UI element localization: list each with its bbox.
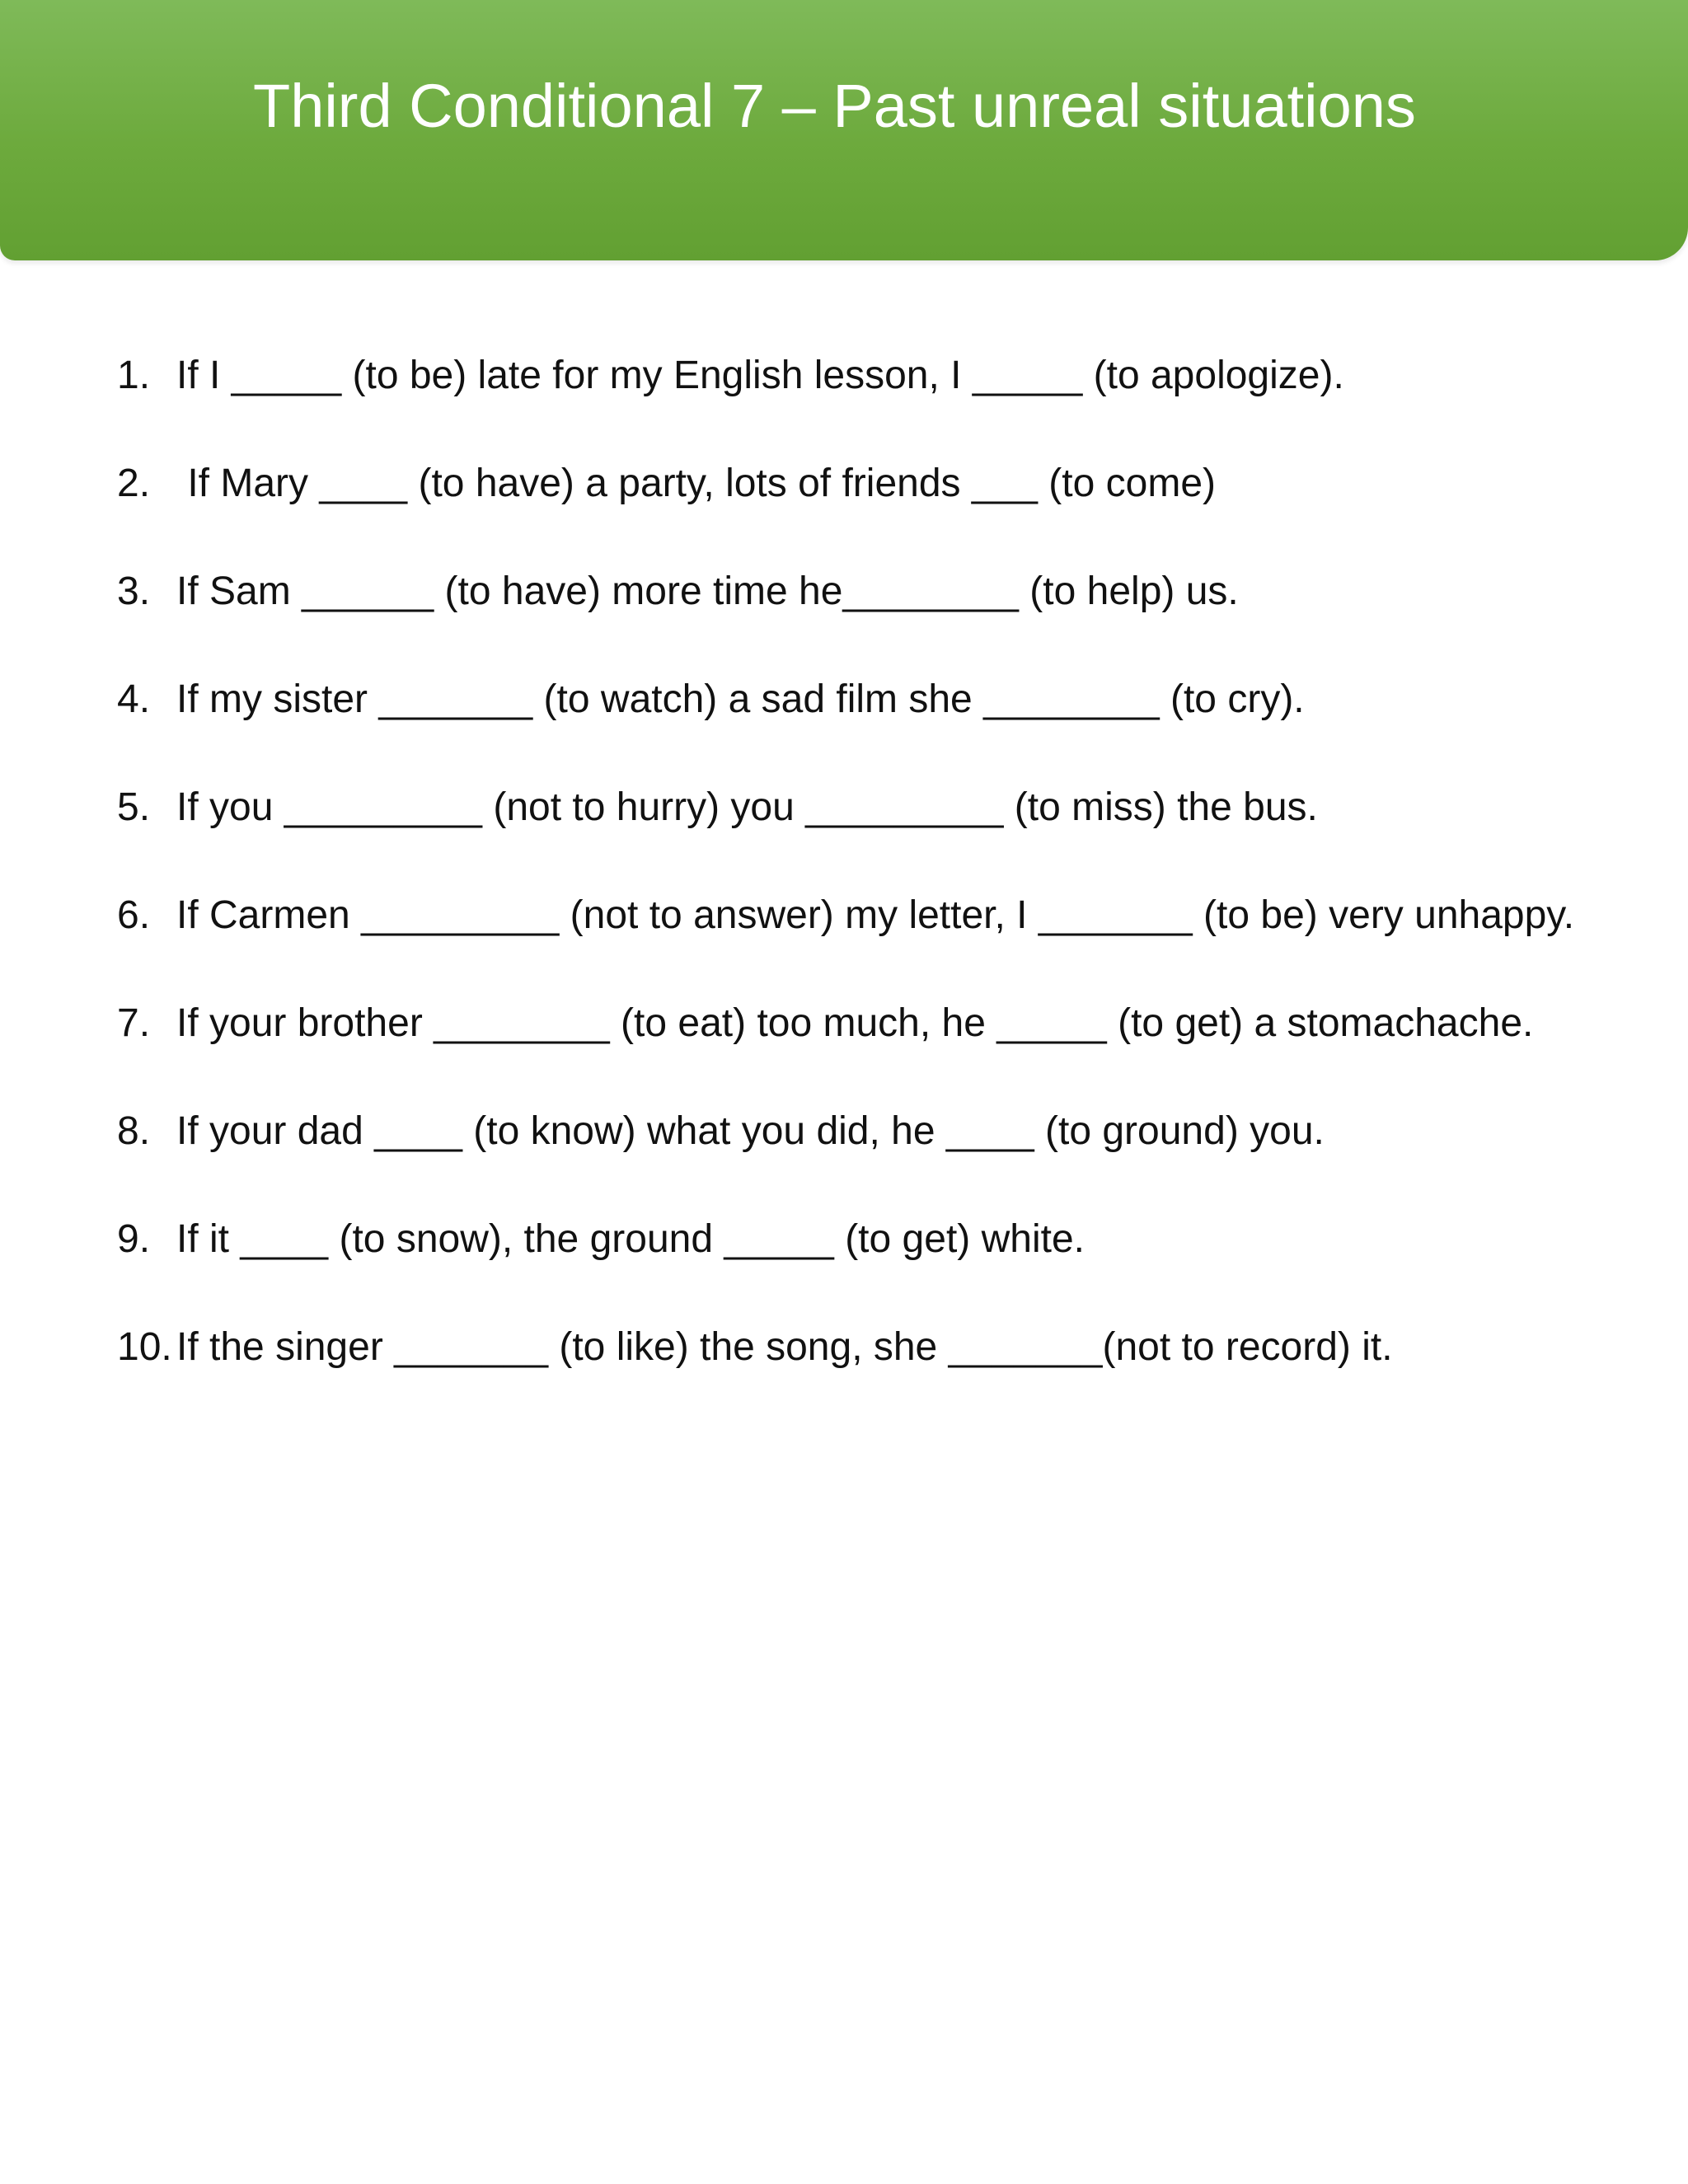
- exercise-item-8: [117, 1109, 1325, 1153]
- exercise-text: If Sam ______ (to have) more time he________ (to help) us.: [176, 569, 1239, 613]
- exercise-text: If it ____ (to snow), the ground _____ (to get) white.: [176, 1217, 1085, 1261]
- exercise-text: If your dad ____ (to know) what you did, he ____ (to ground) you.: [176, 1109, 1325, 1153]
- exercise-item-2: [117, 464, 1216, 504]
- exercise-number: 4.: [117, 677, 151, 721]
- exercise-text: If Carmen _________ (not to answer) my letter, I _______ (to be) very unhappy.: [176, 893, 1575, 937]
- exercise-number: 9.: [117, 1217, 151, 1261]
- exercise-number: 10.: [117, 1325, 172, 1369]
- exercise-text: If Mary ____ (to have) a party, lots of friends ___ (to come): [176, 462, 1217, 505]
- exercise-text: If the singer _______ (to like) the song, she _______(not to record) it.: [176, 1325, 1393, 1369]
- exercise-number: 6.: [117, 893, 151, 937]
- exercise-number: 8.: [117, 1109, 151, 1153]
- exercise-item-5: [117, 785, 1318, 829]
- exercise-item-4: [117, 677, 1305, 721]
- exercise-number: 2.: [117, 462, 151, 505]
- exercise-item-7: [117, 1001, 1534, 1045]
- exercise-text: If my sister _______ (to watch) a sad film she ________ (to cry).: [176, 677, 1305, 721]
- exercise-number: 5.: [117, 785, 151, 829]
- exercise-number: 1.: [117, 354, 151, 397]
- exercise-number: 3.: [117, 569, 151, 613]
- exercise-item-9: [117, 1217, 1085, 1261]
- exercise-text: If you _________ (not to hurry) you _________ (to miss) the bus.: [176, 785, 1318, 829]
- exercise-item-3: [117, 569, 1239, 613]
- exercise-text: If I _____ (to be) late for my English lesson, I _____ (to apologize).: [176, 354, 1344, 397]
- exercise-text: If your brother ________ (to eat) too much, he _____ (to get) a stomachache.: [176, 1001, 1534, 1045]
- exercise-item-1: [117, 356, 1344, 396]
- page-title: Third Conditional 7 – Past unreal situations: [253, 72, 1416, 140]
- header-banner: [0, 0, 1688, 260]
- exercise-number: 7.: [117, 1001, 151, 1045]
- exercise-item-10: [117, 1325, 1393, 1369]
- exercise-item-6: [117, 893, 1575, 937]
